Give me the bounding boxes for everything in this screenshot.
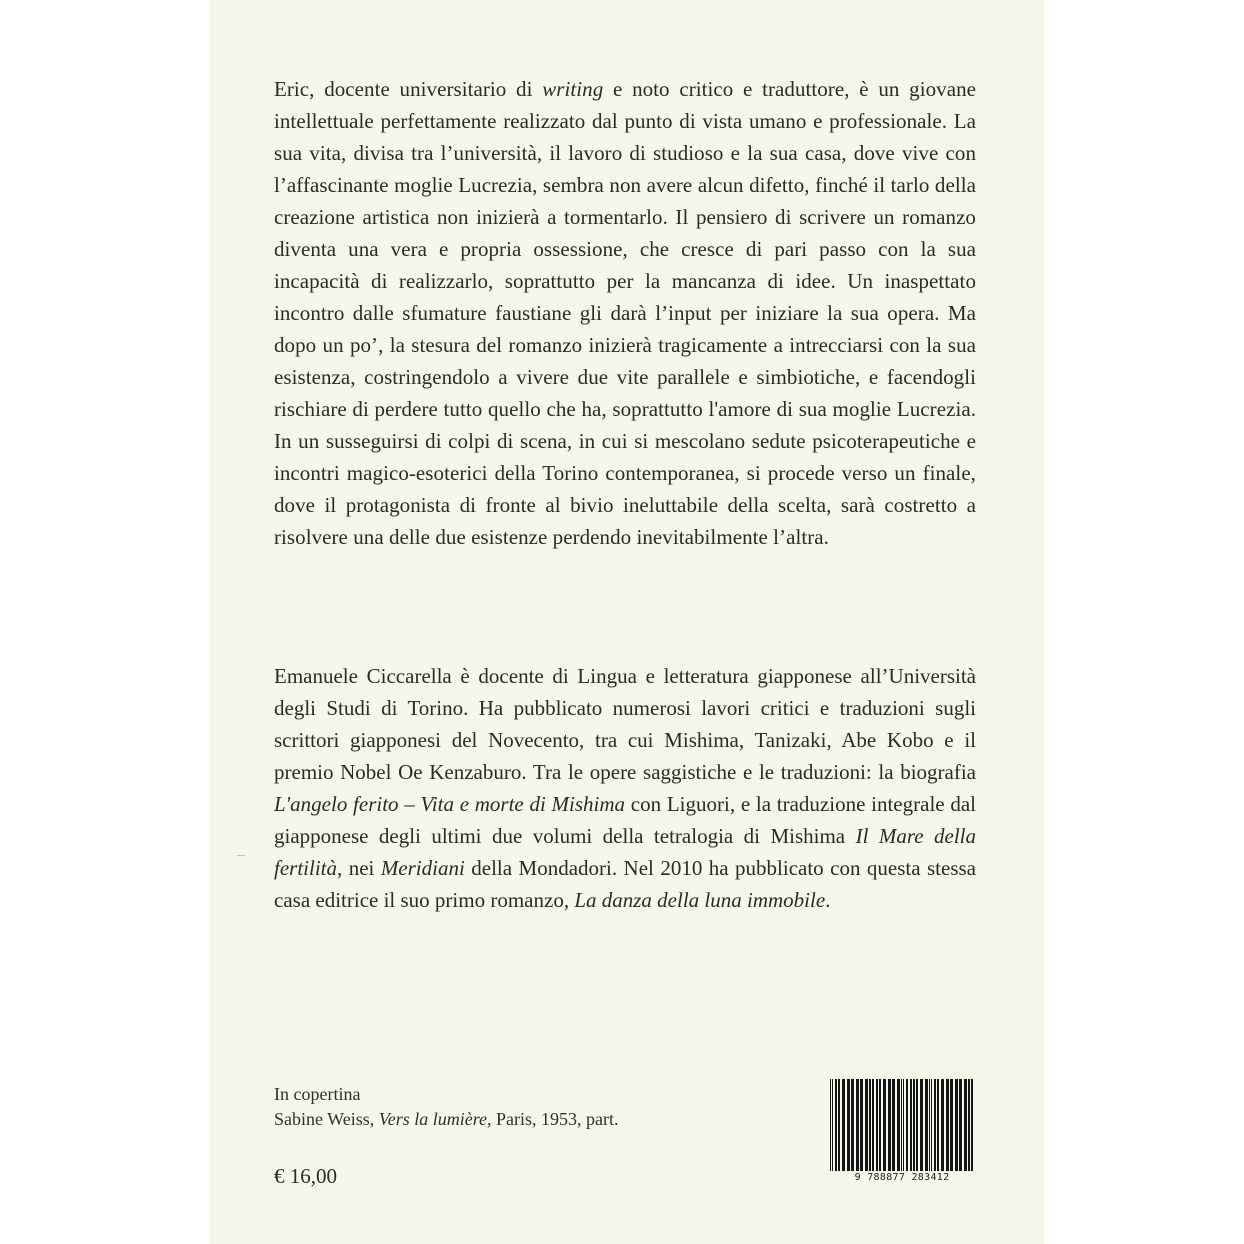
barcode-bar	[925, 1079, 928, 1171]
barcode-bar	[832, 1079, 833, 1171]
cover-credit-label: In copertina	[274, 1084, 361, 1104]
barcode-bar	[934, 1079, 936, 1171]
barcode	[826, 1079, 978, 1187]
barcode-bar	[876, 1079, 878, 1171]
barcode-bar	[901, 1079, 902, 1171]
synopsis-paragraph: Eric, docente universitario di writing e noto critico e traduttore, è un giovane intellettuale perfettamente realizzato dal punto di vista umano e professionale. La sua vita, divisa tra l’università, il lavoro di studioso e la sua casa, dove vive con l’affascinante moglie Lucrezia, sembra non avere alcun difetto, finché il tarlo della creazione artistica non inizierà a tormentarlo. Il pensiero di scrivere un romanzo diventa una vera e propria ossessione, che cresce di pari passo con la sua incapacità di realizzarlo, soprattutto per la mancanza di idee. Un inaspettato incontro dalle sfumature faustiane gli darà l’input per iniziare la sua opera. Ma dopo un po’, la stesura del romanzo inizierà tragicamente a intrecciarsi con la sua esistenza, costringendolo a vivere due vite parallele e simbiotiche, e facendogli rischiare di perdere tutto quello che ha, soprattutto l'amore di sua moglie Lucrezia. In un susseguirsi di colpi di scena, in cui si mescolano sedute psicoterapeutiche e incontri magico-esoterici della Torino contemporanea, si procede verso un finale, dove il protagonista di fronte al bivio ineluttabile della scelta, sarà costretto a risolvere una delle due esistenze perdendo inevitabilmente l’altra.	[274, 77, 976, 549]
barcode-bar	[838, 1079, 840, 1171]
barcode-bar	[931, 1079, 932, 1171]
barcode-bar	[865, 1079, 868, 1171]
barcode-bar	[950, 1079, 953, 1171]
barcode-bar	[830, 1079, 831, 1171]
barcode-bar	[835, 1079, 837, 1171]
barcode-bar	[879, 1079, 881, 1171]
barcode-bar	[903, 1079, 904, 1171]
barcode-bar	[856, 1079, 859, 1171]
barcode-bars	[826, 1079, 978, 1171]
barcode-bar	[971, 1079, 973, 1171]
barcode-bar	[964, 1079, 967, 1171]
cover-credits	[274, 1082, 794, 1132]
barcode-bar	[897, 1079, 900, 1171]
barcode-bar	[906, 1079, 908, 1171]
barcode-bar	[872, 1079, 874, 1171]
barcode-bar	[946, 1079, 949, 1171]
barcode-digits: 9 788877 283412	[854, 1172, 950, 1183]
fold-mark	[237, 855, 245, 856]
barcode-bar	[941, 1079, 944, 1171]
price: € 16,00	[274, 1164, 337, 1188]
barcode-bar	[929, 1079, 930, 1171]
barcode-bar	[883, 1079, 886, 1171]
barcode-bar	[968, 1079, 970, 1171]
synopsis-text	[274, 73, 976, 553]
barcode-bar	[955, 1079, 958, 1171]
barcode-bar	[842, 1079, 845, 1171]
barcode-bar	[937, 1079, 939, 1171]
barcode-bar	[910, 1079, 912, 1171]
barcode-bar	[892, 1079, 895, 1171]
author-bio-paragraph: Emanuele Ciccarella è docente di Lingua e letteratura giapponese all’Università degli Studi di Torino. Ha pubblicato numerosi lavori critici e traduzioni sugli scrittori giapponesi del Novecento, tra cui Mishima, Tanizaki, Abe Kobo e il premio Nobel Oe Kenzaburo. Tra le opere saggistiche e le traduzioni: la biografia L'angelo ferito – Vita e morte di Mishima con Liguori, e la traduzione integrale dal giapponese degli ultimi due volumi della tetralogia di Mishima Il Mare della fertilità, nei Meridiani della Mondadori. Nel 2010 ha pubblicato con questa stessa casa editrice il suo primo romanzo, La danza della luna immobile.	[274, 664, 976, 912]
barcode-bar	[916, 1079, 918, 1171]
barcode-bar	[851, 1079, 854, 1171]
author-bio	[274, 660, 976, 916]
barcode-bar	[913, 1079, 915, 1171]
barcode-bar	[959, 1079, 962, 1171]
barcode-bar	[847, 1079, 850, 1171]
barcode-bar	[920, 1079, 923, 1171]
barcode-bar	[860, 1079, 863, 1171]
cover-credit-source: Sabine Weiss, Vers la lumière, Paris, 1953, part.	[274, 1109, 619, 1129]
barcode-bar	[869, 1079, 871, 1171]
barcode-bar	[888, 1079, 891, 1171]
